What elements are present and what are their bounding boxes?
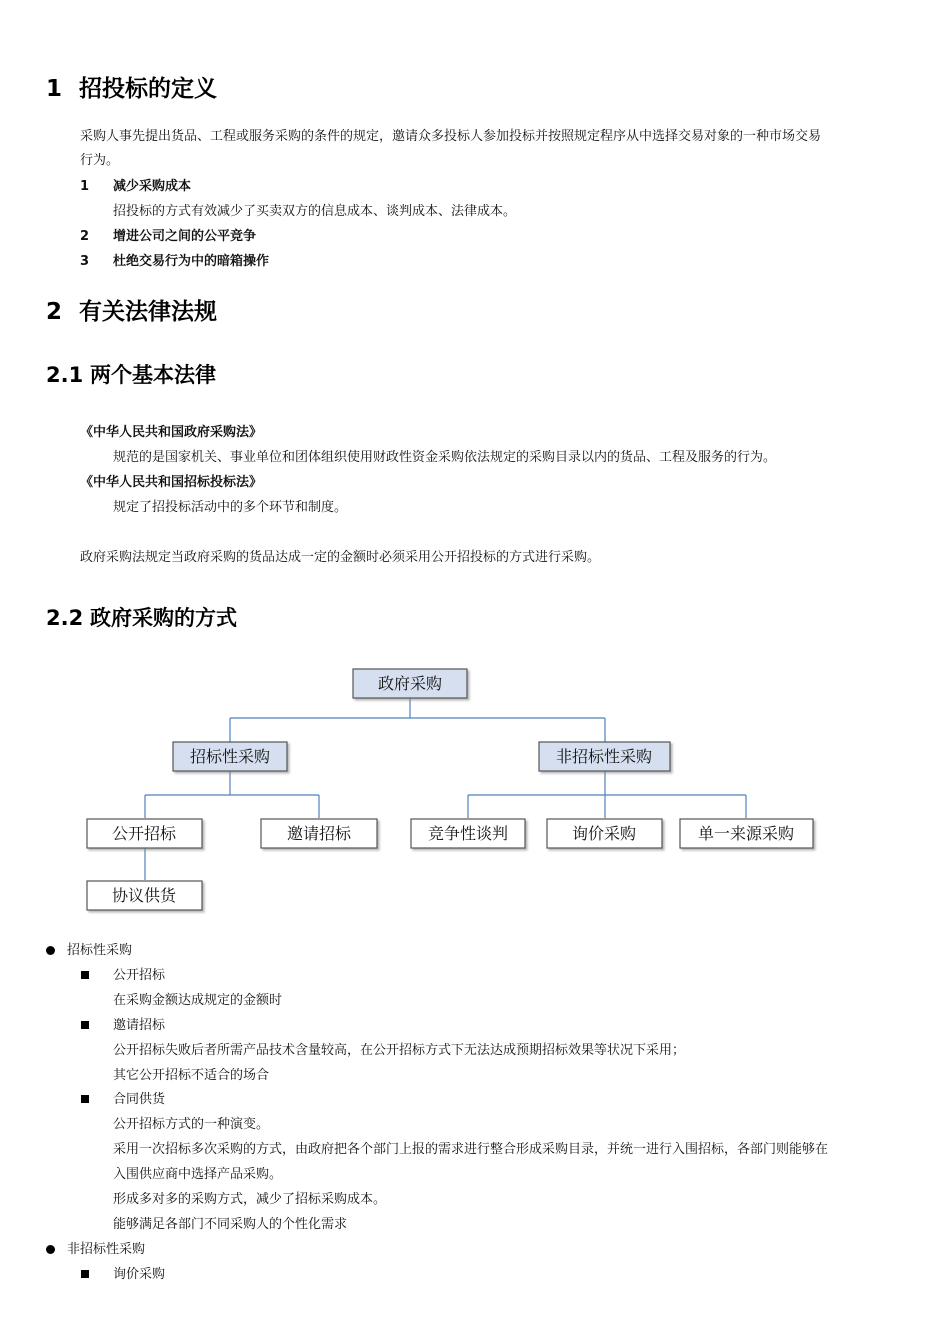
law-desc: 规定了招投标活动中的多个环节和制度。	[113, 500, 348, 515]
law-desc: 规范的是国家机关、事业单位和团体组织使用财政性资金采购依法规定的采购目录以内的货品、工程及服务的行为。	[113, 450, 777, 465]
sub-bullet-item: 邀请招标	[113, 1018, 166, 1033]
sub-bullet-item: 询价采购	[113, 1267, 166, 1282]
bullet-square-icon	[81, 1095, 89, 1103]
list-item-number: 3	[80, 254, 90, 269]
sub-bullet-desc: 其它公开招标不适合的场合	[113, 1068, 270, 1083]
node-agreement-supply	[87, 881, 202, 910]
sub-bullet-desc: 入围供应商中选择产品采购。	[113, 1167, 283, 1182]
node-label: 政府采购	[377, 674, 443, 693]
list-item-number: 1	[80, 179, 90, 194]
section-2-2-heading	[46, 605, 237, 631]
law-title: 《中华人民共和国政府采购法》	[80, 425, 263, 440]
node-bidding	[173, 742, 287, 771]
bullet-square-icon	[81, 1270, 89, 1278]
sub-bullet-desc: 公开招标失败后者所需产品技术含量较高，在公开招标方式下无法达成预期招标效果等状况下采用；	[113, 1043, 686, 1058]
section-title: 两个基本法律	[90, 363, 216, 387]
node-invited-bidding	[261, 819, 377, 848]
sub-bullet-desc: 能够满足各部门不同采购人的个性化需求	[113, 1217, 348, 1232]
list-item-label: 减少采购成本	[113, 179, 192, 194]
node-label: 邀请招标	[286, 824, 352, 843]
bullet-dot-icon	[46, 1245, 55, 1254]
bullet-square-icon	[81, 1021, 89, 1029]
sub-bullet-item: 公开招标	[113, 968, 166, 983]
sub-bullet-item: 合同供货	[113, 1092, 166, 1107]
list-item-number: 2	[80, 229, 90, 244]
sub-bullet-desc: 在采购金额达成规定的金额时	[113, 993, 283, 1008]
section-number: 2.2	[46, 606, 84, 630]
sub-bullet-desc: 采用一次招标多次采购的方式，由政府把各个部门上报的需求进行整合形成采购目录，并统一进行入围招标，各部门则能够在	[113, 1142, 829, 1157]
node-inquiry	[547, 819, 662, 848]
list-item-label: 杜绝交易行为中的暗箱操作	[113, 254, 270, 269]
node-single-source	[680, 819, 813, 848]
sub-bullet-desc: 形成多对多的采购方式，减少了招标采购成本。	[113, 1192, 387, 1207]
law-note: 政府采购法规定当政府采购的货品达成一定的金额时必须采用公开招投标的方式进行采购。	[80, 550, 601, 565]
section-number: 2	[46, 299, 63, 325]
section-title: 有关法律法规	[79, 299, 217, 325]
bullet-item: 非招标性采购	[67, 1242, 146, 1257]
node-non-bidding	[539, 742, 670, 771]
node-competitive-negotiation	[411, 819, 525, 848]
node-label: 公开招标	[111, 824, 177, 843]
section-title: 政府采购的方式	[90, 606, 237, 630]
section-number: 1	[46, 76, 63, 102]
node-label: 竞争性谈判	[427, 824, 509, 843]
list-item-label: 增进公司之间的公平竞争	[113, 229, 257, 244]
bullet-dot-icon	[46, 946, 55, 955]
section-title: 招投标的定义	[79, 76, 217, 102]
node-label: 单一来源采购	[697, 824, 795, 843]
list-item-desc: 招投标的方式有效减少了买卖双方的信息成本、谈判成本、法律成本。	[113, 204, 517, 219]
bullet-square-icon	[81, 971, 89, 979]
section-number: 2.1	[46, 363, 84, 387]
section-1-heading	[46, 75, 217, 103]
law-title: 《中华人民共和国招标投标法》	[80, 475, 263, 490]
node-root	[353, 669, 467, 698]
connector-lines	[145, 698, 746, 880]
bullet-item: 招标性采购	[67, 943, 133, 958]
paragraph-line: 行为。	[80, 153, 120, 168]
node-open-bidding	[87, 819, 202, 848]
node-label: 招标性采购	[189, 747, 271, 766]
paragraph-line: 采购人事先提出货品、工程或服务采购的条件的规定，邀请众多投标人参加投标并按照规定程序从中选择交易对象的一种市场交易	[80, 129, 822, 144]
node-label: 非招标性采购	[555, 747, 653, 766]
node-label: 协议供货	[111, 886, 177, 905]
procurement-org-chart	[0, 660, 950, 920]
section-2-1-heading	[46, 362, 216, 388]
sub-bullet-desc: 公开招标方式的一种演变。	[113, 1117, 270, 1132]
section-2-heading	[46, 298, 217, 326]
node-label: 询价采购	[571, 824, 637, 843]
